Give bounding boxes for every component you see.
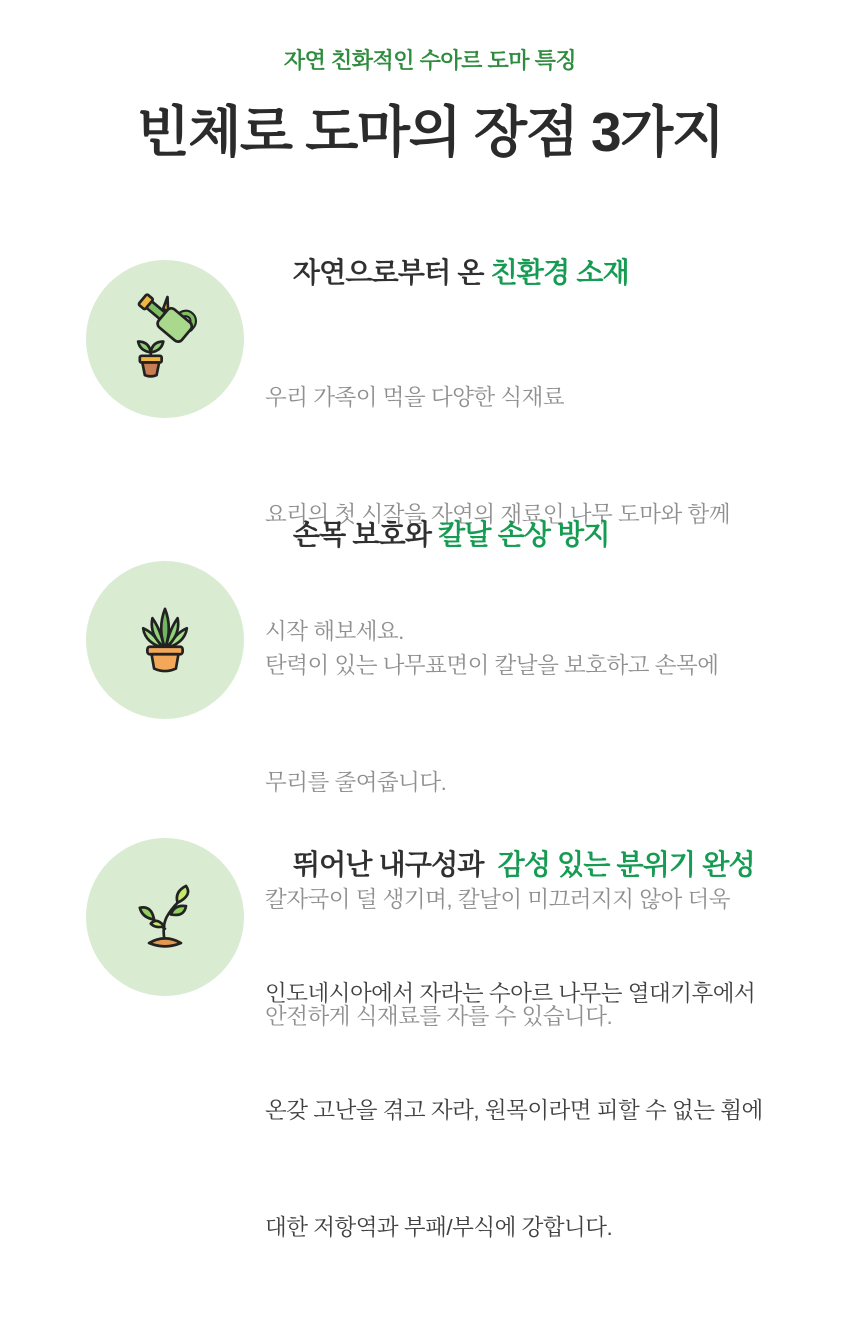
feature-title-accent: 칼날 손상 방지 (438, 519, 610, 550)
feature-body (265, 896, 763, 1325)
feature-body-line: 안전하게 식재료를 자를 수 있습니다. (265, 1004, 613, 1029)
feature-body-line: 칼자국이 덜 생기며, 칼날이 미끄러지지 않아 더욱 (265, 887, 730, 912)
feature-title-accent: 감성 있는 분위기 완성 (497, 849, 755, 880)
feature-body-line: 시작 해보세요. (265, 619, 404, 644)
feature-title-plain: 자연으로부터 온 (292, 257, 491, 288)
feature-title-plain: 뛰어난 내구성과 (292, 849, 498, 880)
feature-body-line: 우리 가족이 먹을 다양한 식재료 (265, 385, 565, 410)
feature-body-line: 인도네시아에서 자라는 수아르 나무는 열대기후에서 (265, 981, 756, 1006)
feature-icon-circle (86, 260, 244, 418)
sprout-icon (123, 875, 207, 959)
watering-can-plant-icon (123, 297, 207, 381)
feature-title-accent: 친환경 소재 (490, 257, 629, 288)
feature-body-line: 요리의 첫 시작을 자연의 재료인 나무 도마와 함께 (265, 502, 730, 527)
feature-body-line: 무리를 줄여줍니다. (265, 770, 447, 795)
page-title: 빈체로 도마의 장점 3가지 (136, 101, 724, 163)
feature-icon-circle (86, 838, 244, 996)
feature-icon-circle (86, 561, 244, 719)
feature-body-line: 탄력이 있는 나무표면이 칼날을 보호하고 손목에 (265, 653, 719, 678)
feature-title-plain: 손목 보호와 (292, 519, 439, 550)
eyebrow-label: 자연 친화적인 수아르 도마 특징 (283, 48, 577, 73)
feature-body-line: 대한 저항역과 부패/부식에 강합니다. (265, 1215, 613, 1240)
feature-body-line: 온갖 고난을 겪고 자라, 원목이라면 피할 수 없는 휨에 (265, 1098, 763, 1123)
potted-plant-icon (123, 598, 207, 682)
